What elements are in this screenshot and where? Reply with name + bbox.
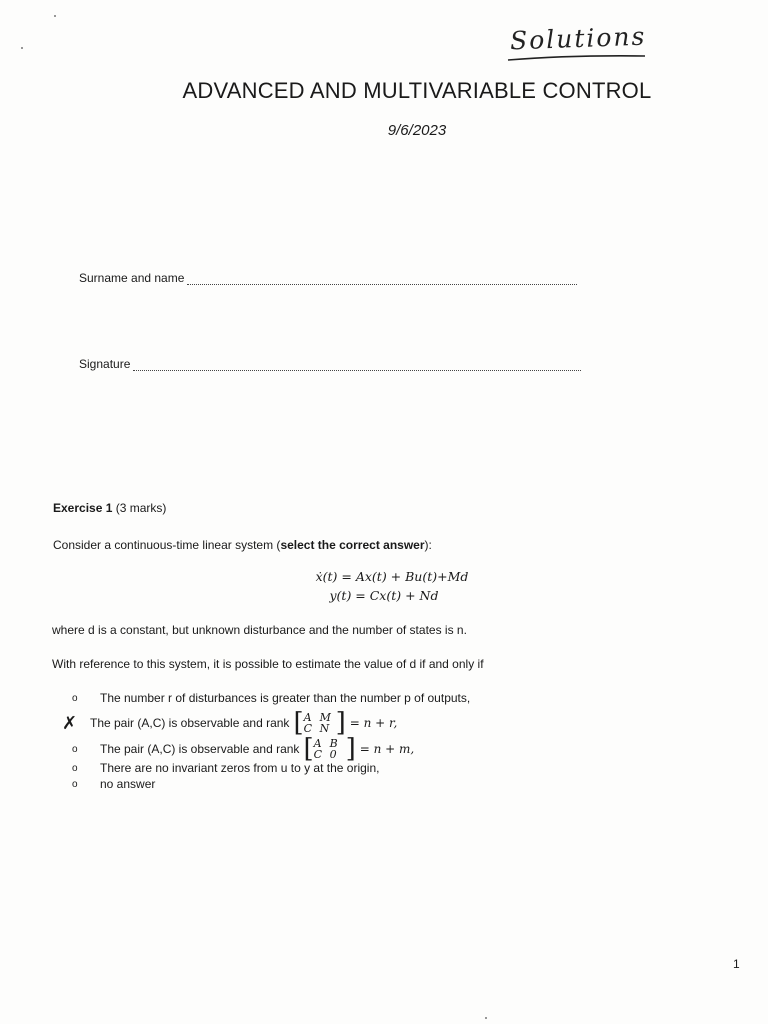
scan-speck [21,47,23,49]
matrix-cell: 0 [329,748,337,761]
signature-dotted-line[interactable] [133,360,581,371]
option-1-text: The number r of disturbances is greater than the number p of outputs, [100,691,471,705]
option-2-matrix: [ A M C N ] [293,708,346,738]
option-4-text: There are no invariant zeros from u to y at the origin, [100,761,380,775]
exercise-heading [53,501,166,515]
page-title: ADVANCED AND MULTIVARIABLE CONTROL [182,78,652,103]
option-5[interactable] [68,776,470,792]
answer-options [62,690,471,792]
matrix-cell: A [303,711,312,724]
option-5-text: no answer [100,777,156,791]
scan-speck [485,1017,487,1019]
state-equation: ẋ(t) = Ax(t) + Bu(t)+Md [315,569,469,584]
where-statement: where d is a constant, but unknown disturbance and the number of states is n. [52,623,467,637]
option-3[interactable] [68,734,470,764]
handwritten-underline [500,20,650,70]
surname-label: Surname and name [79,271,185,285]
surname-field[interactable] [79,271,577,285]
option-3-rank-result: = n + m, [359,742,415,756]
prompt-bold: select the correct answer [280,538,425,552]
handwritten-note [500,20,650,70]
option-1[interactable] [68,690,470,706]
matrix-cell: N [319,722,330,735]
matrix-cell: C [313,748,323,761]
exam-date: 9/6/2023 [387,122,447,139]
option-2-text: The pair (A,C) is observable and rank [90,716,290,730]
exercise-marks: (3 marks) [115,501,167,515]
scan-speck [54,15,56,17]
reference-statement: With reference to this system, it is possible to estimate the value of d if and only if [52,657,484,671]
signature-field[interactable] [79,357,581,371]
bullet-circle: o [72,743,78,755]
selected-check-mark: ✗ [62,713,78,733]
exercise-title: Exercise 1 [53,501,113,515]
page-number: 1 [733,957,740,971]
surname-dotted-line[interactable] [187,274,577,285]
signature-label: Signature [79,357,131,371]
output-equation: y(t) = Cx(t) + Nd [329,588,439,603]
matrix-cell: M [319,711,331,724]
exercise-prompt [53,538,432,552]
matrix-cell: C [303,722,313,735]
option-3-text: The pair (A,C) is observable and rank [100,742,300,756]
handwritten-solutions-text: Solutions [509,21,647,56]
matrix-cell: A [313,737,322,750]
option-2-rank-result: = n + r, [349,716,398,730]
option-3-matrix: [ A B C 0 ] [303,734,356,764]
matrix-cell: B [329,737,338,750]
bullet-circle: o [72,762,78,774]
prompt-end: ): [424,538,432,552]
bullet-circle: o [72,692,78,704]
bullet-circle: o [72,778,78,790]
option-2-selected[interactable] [62,708,470,738]
prompt-start: Consider a continuous-time linear system ( [53,538,281,552]
option-4[interactable] [68,760,470,776]
